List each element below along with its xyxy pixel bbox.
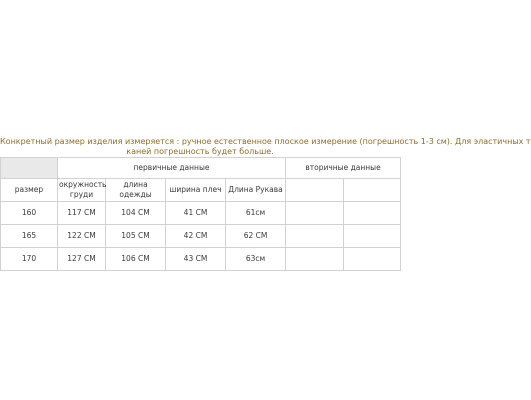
cell-shoulder: 43 CM — [166, 248, 226, 271]
cell-length: 105 CM — [106, 225, 166, 248]
cell-empty — [286, 225, 344, 248]
cell-size: 160 — [1, 202, 58, 225]
cell-empty — [344, 202, 401, 225]
measurement-note-line-2: каней погрешность будет больше. — [126, 147, 274, 156]
cell-empty — [344, 248, 401, 271]
cell-sleeve: 61см — [226, 202, 286, 225]
measurement-note-line-1: Конкретный размер изделия измеряется : ручное естественное плоское измерение (погрешность 1-3 см). Для эластичных т — [0, 137, 531, 146]
column-header-empty — [286, 179, 344, 202]
column-header-length: длина одежды — [106, 179, 166, 202]
table-row — [1, 202, 401, 225]
column-header-shoulder: ширина плеч — [166, 179, 226, 202]
cell-shoulder: 42 CM — [166, 225, 226, 248]
cell-chest: 122 CM — [58, 225, 106, 248]
table-header-row-columns — [1, 179, 401, 202]
cell-length: 104 CM — [106, 202, 166, 225]
secondary-data-header: вторичные данные — [286, 158, 401, 179]
cell-empty — [344, 225, 401, 248]
cell-shoulder: 41 CM — [166, 202, 226, 225]
measurement-note — [0, 137, 531, 157]
column-header-chest: окружность груди — [58, 179, 106, 202]
table-row — [1, 225, 401, 248]
cell-chest: 127 CM — [58, 248, 106, 271]
cell-sleeve: 62 CM — [226, 225, 286, 248]
column-header-sleeve: Длина Рукава — [226, 179, 286, 202]
table-header-row-groups — [1, 158, 401, 179]
size-table — [0, 157, 401, 271]
cell-size: 165 — [1, 225, 58, 248]
cell-sleeve: 63см — [226, 248, 286, 271]
cell-empty — [286, 248, 344, 271]
column-header-size: размер — [1, 179, 58, 202]
cell-chest: 117 CM — [58, 202, 106, 225]
column-header-empty — [344, 179, 401, 202]
cell-empty — [286, 202, 344, 225]
table-row — [1, 248, 401, 271]
table-corner-cell — [1, 158, 58, 179]
primary-data-header: первичные данные — [58, 158, 286, 179]
cell-length: 106 CM — [106, 248, 166, 271]
cell-size: 170 — [1, 248, 58, 271]
